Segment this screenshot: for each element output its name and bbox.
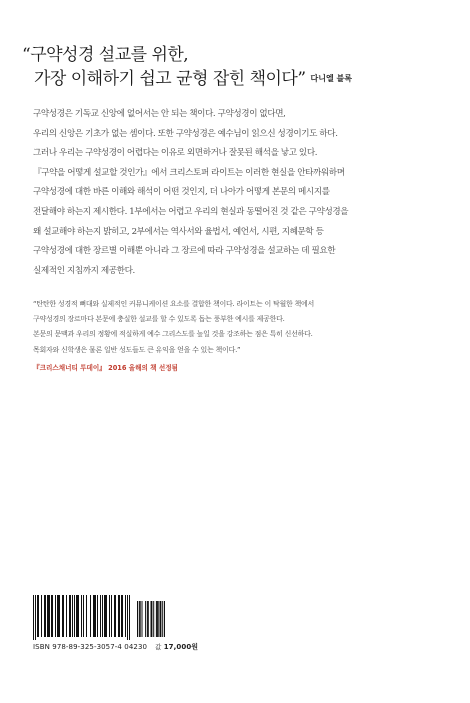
price-label: 값 <box>155 643 162 651</box>
intro-line: 구약성경에 대한 장르별 이해뿐 아니라 그 장르에 따라 구약성경을 설교하는 데 필요한 <box>33 246 336 257</box>
review-line: “탄탄한 성경적 뼈대와 실제적인 커뮤니케이션 요소를 결합한 책이다. 라이트는 이 탁월한 책에서 <box>33 300 315 308</box>
review-source: 『크리스채너티 투데이』 2016 올해의 책 선정됨 <box>33 363 178 372</box>
intro-line: 그러나 우리는 구약성경이 어렵다는 이유로 외면하거나 잘못된 해석을 낳고 있다. <box>33 148 318 159</box>
review-line: 본문의 문맥과 우리의 정황에 적실하게 예수 그리스도를 높일 것을 강조하는 점은 특히 신선하다. <box>33 330 313 339</box>
isbn-text: ISBN 978-89-325-3057-4 04230 <box>33 643 148 651</box>
review-quote <box>33 297 445 372</box>
intro-line: 왜 설교해야 하는지 밝히고, 2부에서는 역사서와 율법서, 예언서, 시편, 지혜문학 등 <box>33 226 324 237</box>
intro-line: 실제적인 지침까지 제공한다. <box>33 265 135 276</box>
isbn-price-line <box>33 642 198 652</box>
intro-line: 구약성경에 대한 바른 이해와 해석이 어떤 것인지, 더 나아가 어떻게 본문의 메시지를 <box>33 187 330 198</box>
review-line: 구약성경의 장르마다 본문에 충실한 설교를 할 수 있도록 돕는 풍부한 예시를 제공한다. <box>33 315 285 324</box>
endorser-name: 다니엘 블록 <box>310 74 352 83</box>
intro-paragraph <box>33 105 445 281</box>
intro-line: 전달해야 하는지 제시한다. 1부에서는 어렵고 우리의 현실과 동떨어진 것 같은 구약성경을 <box>33 206 349 217</box>
price-value: 17,000원 <box>163 643 199 651</box>
headline-line-2-text: 가장 이해하기 쉽고 균형 잡힌 책이다” <box>34 69 306 89</box>
intro-line: 우리의 신앙은 기초가 없는 셈이다. 또한 구약성경은 예수님이 읽으신 성경이기도 하다. <box>33 128 338 139</box>
headline-line-2 <box>22 67 452 91</box>
intro-line: 『구약을 어떻게 설교할 것인가』에서 크리스토퍼 라이트는 이러한 현실을 안타까워하며 <box>33 167 345 178</box>
headline-quote <box>22 43 452 91</box>
barcode-block <box>33 595 233 655</box>
review-line: 목회자와 신학생은 물론 일반 성도들도 큰 유익을 얻을 수 있는 책이다.” <box>33 345 241 354</box>
intro-line: 구약성경은 기독교 신앙에 없어서는 안 되는 책이다. 구약성경이 없다면, <box>33 109 286 119</box>
barcode-icon <box>33 595 165 640</box>
headline-line-1: “구약성경 설교를 위한, <box>22 45 189 65</box>
